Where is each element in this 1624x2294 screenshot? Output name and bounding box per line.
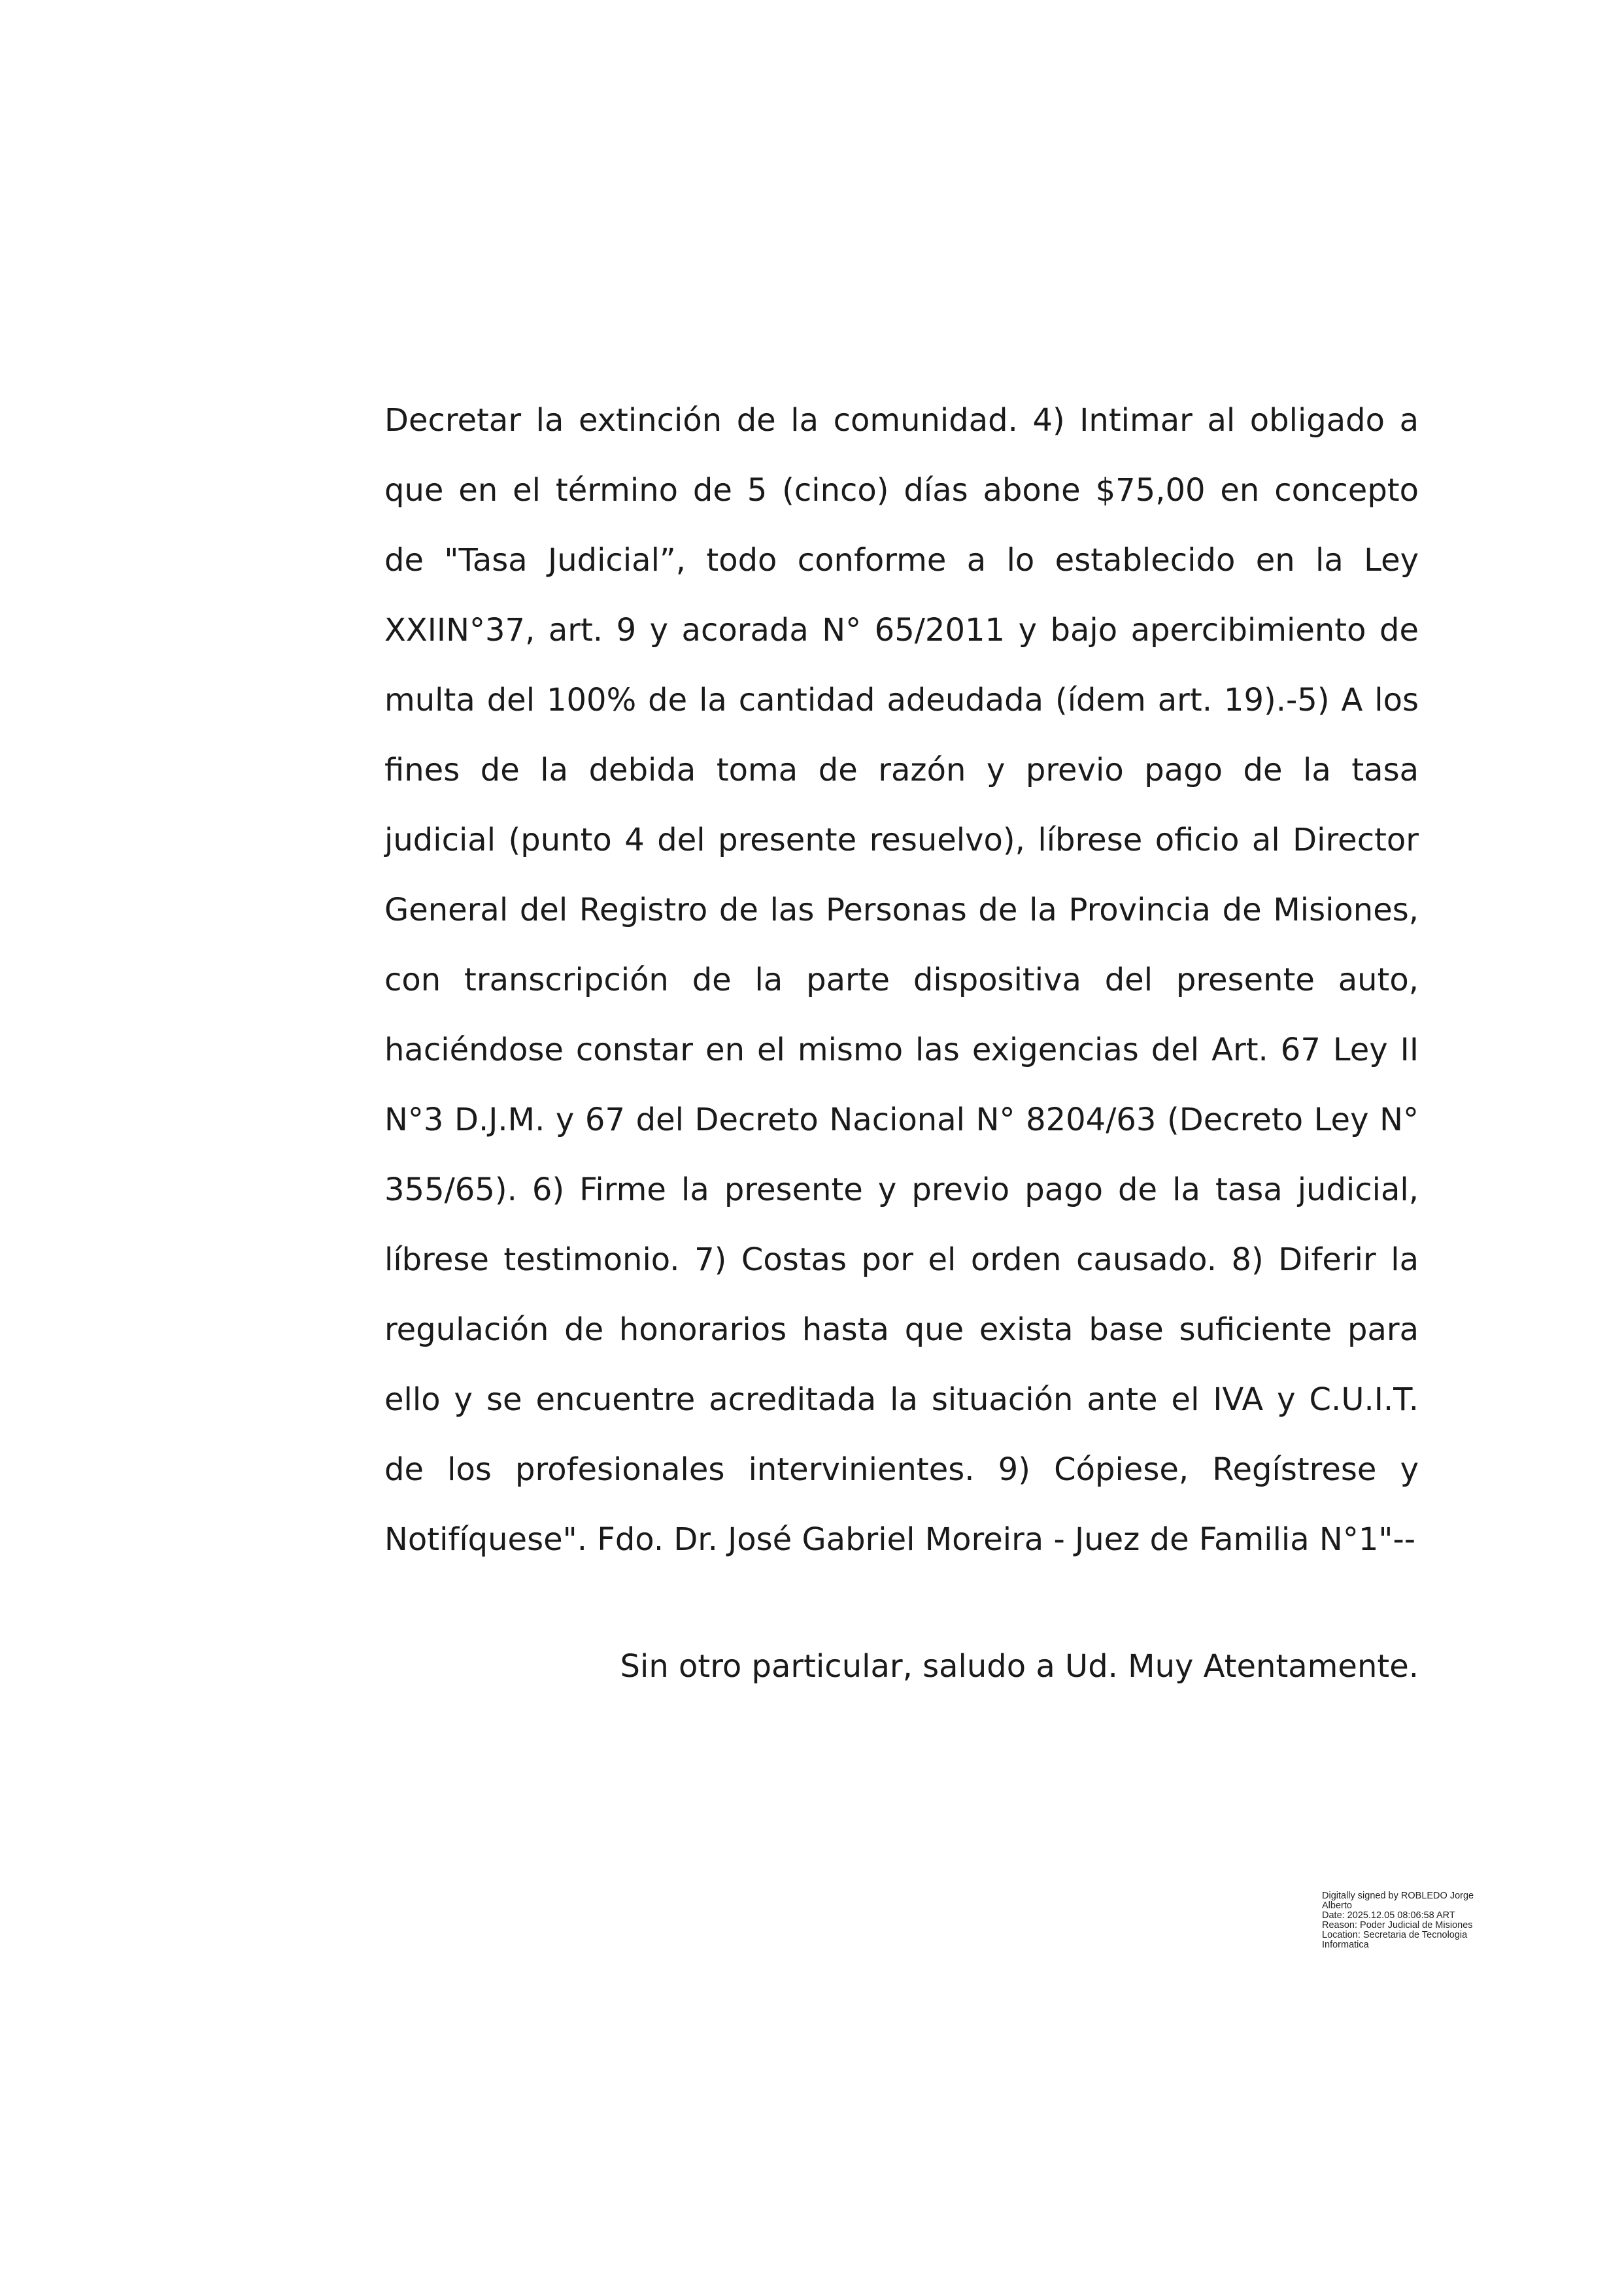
body-line: Decretar la extinción de la comunidad. 4) Intimar al obligado a bbox=[384, 402, 1419, 439]
body-line: de los profesionales intervinientes. 9) Cópiese, Regístrese y bbox=[384, 1451, 1419, 1488]
body-line: multa del 100% de la cantidad adeudada (ídem art. 19).-5) A los bbox=[384, 682, 1419, 718]
body-line: líbrese testimonio. 7) Costas por el orden causado. 8) Diferir la bbox=[384, 1241, 1419, 1278]
body-line: que en el término de 5 (cinco) días abone $75,00 en concepto bbox=[384, 472, 1419, 509]
body-line: judicial (punto 4 del presente resuelvo), líbrese oficio al Director bbox=[384, 822, 1419, 858]
body-line: de "Tasa Judicial”, todo conforme a lo establecido en la Ley bbox=[384, 542, 1419, 579]
body-line: con transcripción de la parte dispositiva del presente auto, bbox=[384, 962, 1419, 998]
document-body bbox=[384, 386, 1419, 1575]
body-line: XXIIN°37, art. 9 y acorada N° 65/2011 y bajo apercibimiento de bbox=[384, 612, 1419, 649]
body-line: fines de la debida toma de razón y previo pago de la tasa bbox=[384, 752, 1419, 788]
body-line: General del Registro de las Personas de la Provincia de Misiones, bbox=[384, 892, 1419, 928]
signature-location: Location: Secretaria de Tecnologia bbox=[1322, 1930, 1468, 1940]
body-line-last: Notifíquese". Fdo. Dr. José Gabriel Moreira - Juez de Familia N°1"-- bbox=[384, 1521, 1416, 1558]
closing-salutation: Sin otro particular, saludo a Ud. Muy Atentamente. bbox=[620, 1648, 1419, 1685]
signature-line: Alberto bbox=[1322, 1900, 1352, 1911]
body-line: ello y se encuentre acreditada la situación ante el IVA y C.U.I.T. bbox=[384, 1381, 1419, 1418]
body-line: haciéndose constar en el mismo las exigencias del Art. 67 Ley II bbox=[384, 1032, 1419, 1068]
signature-reason: Reason: Poder Judicial de Misiones bbox=[1322, 1920, 1473, 1931]
signature-line: Informatica bbox=[1322, 1940, 1369, 1950]
body-line: regulación de honorarios hasta que exista base suficiente para bbox=[384, 1311, 1419, 1348]
signature-date: Date: 2025.12.05 08:06:58 ART bbox=[1322, 1910, 1455, 1921]
signature-line: Digitally signed by ROBLEDO Jorge bbox=[1322, 1891, 1474, 1901]
digital-signature-stamp bbox=[1322, 1891, 1518, 1950]
body-line: 355/65). 6) Firme la presente y previo pago de la tasa judicial, bbox=[384, 1172, 1419, 1208]
body-line: N°3 D.J.M. y 67 del Decreto Nacional N° 8204/63 (Decreto Ley N° bbox=[384, 1102, 1419, 1138]
